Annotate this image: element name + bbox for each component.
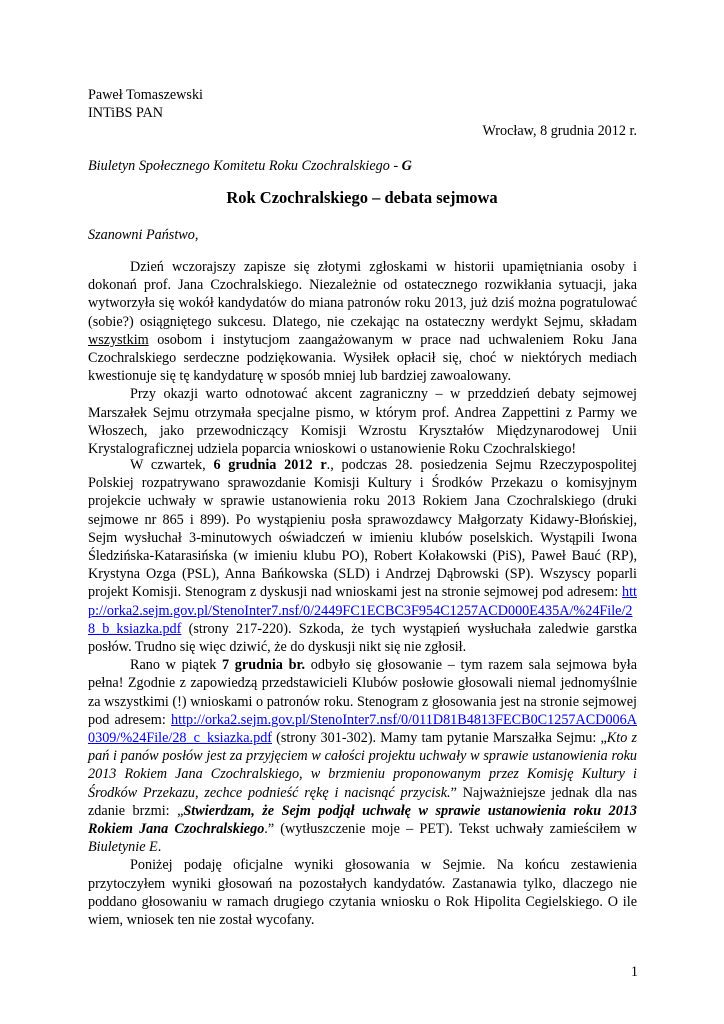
underlined-word: wszystkim <box>88 331 149 348</box>
paragraph-3-text-a: W czwartek, <box>130 457 214 473</box>
marshal-question: Kto z pań i panów posłów jest za przyjęciem w całości projektu uchwały w sprawie ustanowienia roku 2013 Rokiem Jana Czochralskiego, w brzmieniu proponowanym przez Komisję Kultury i Środków Przekazu, zechce podnieść rękę i nacisnąć przycisk. <box>88 730 637 801</box>
document-title: Rok Czochralskiego – debata sejmowa <box>226 188 498 207</box>
paragraph-3-text-b: ., podczas 28. posiedzenia Sejmu Rzeczypospolitej Polskiej rozpatrywano sprawozdanie Komisji Kultury i Środków Przekazu o komisyjnym projekcie uchwały w sprawie ustanowienia roku 2013 Rokiem Jana Czochralskiego (druki sejmowe nr 865 i 899). Po wystąpieniu posła sprawozdawcy Małgorzaty Kidawy-Błońskiej, Sejm wysłuchał 3-minutowych oświadczeń w imieniu klubów poselskich. Wystąpili Iwona Śledzińska-Katarasińska (w imieniu klubu PO), Robert Kołakowski (PiS), Paweł Bauć (RP), Krystyna Ozga (PSL), Anna Bańkowska (SLD) i Andrzej Dąbrowski (SP). Wszyscy poparli projekt Komisji. Stenogram z dyskusji nad wnioskami jest na stronie sejmowej pod adresem: <box>88 457 637 601</box>
resolution-statement: Stwierdzam, że Sejm podjął uchwałę w sprawie ustanowienia roku 2013 Rokiem Jana Czochralskiego <box>88 802 637 838</box>
steno-link-2[interactable]: http://orka2.sejm.gov.pl/StenoInter7.nsf/0/011D81B4813FECB0C1257ACD006A0309/%24File/28_c_ksiazka.pdf <box>88 711 637 747</box>
body-section-2 <box>88 456 637 929</box>
paragraph-3 <box>88 456 637 656</box>
paragraph-4-text-a: Rano w piątek <box>130 657 222 674</box>
paragraph-3-text-c: (strony 217-220). Szkoda, że tych wystąpień wysłuchała zaledwie garstka posłów. Trudno się więc dziwić, że do dyskusji nikt się nie zgłosił. <box>88 620 637 656</box>
bulletin-letter: G <box>401 158 412 174</box>
paragraph-4-text-c: (strony 301-302). Mamy tam pytanie Marszałka Sejmu: „ <box>272 730 607 747</box>
bulletin-line <box>88 157 412 175</box>
paragraph-1 <box>88 258 637 385</box>
paragraph-4-bold-date: 7 grudnia br. <box>222 657 306 674</box>
paragraph-1-text-a: Dzień wczorajszy zapisze się złotymi zgłoskami w historii upamiętniania osoby i dokonań prof. Jana Czochralskiego. Niezależnie od ostatecznego rozwikłania sytuacji, jaka wytworzyła się wokół kandydatów do miana patronów roku 2013, już dziś można pogratulować (sobie?) osiągniętego sukcesu. Dlatego, nie czekając na ostateczny werdykt Sejmu, składam <box>88 259 637 330</box>
paragraph-4 <box>88 656 637 856</box>
author-institute: INTiBS PAN <box>88 105 164 122</box>
paragraph-4-text-e: .” (wytłuszczenie moje – PET). Tekst uchwały zamieściłem w <box>264 821 637 838</box>
body-section-1 <box>88 258 637 458</box>
page-number: 1 <box>630 964 638 980</box>
author-name: Paweł Tomaszewski <box>88 87 203 103</box>
author-block <box>88 86 203 122</box>
paragraph-4-text-f: . <box>157 839 162 856</box>
greeting: Szanowni Państwo, <box>88 227 199 243</box>
steno-link-1[interactable]: http://orka2.sejm.gov.pl/StenoInter7.nsf/0/2449FC1ECBC3F954C1257ACD000E435A/%24File/28_b_ksiazka.pdf <box>88 584 637 637</box>
paragraph-1-text-b: osobom i instytucjom zaangażowanym w prace nad uchwaleniem Roku Jana Czochralskiego serdeczne podziękowania. Wysiłek opłacił się, choć w niektórych mediach kwestionuje się tę kandydaturę w sposób mniej lub bardziej zawoalowany. <box>88 331 637 385</box>
letter-date: Wrocław, 8 grudnia 2012 r. <box>482 123 637 139</box>
paragraph-4-text-d: ” Najważniejsze jednak dla nas zdanie brzmi: „ <box>88 784 638 819</box>
paragraph-2: Przy okazji warto odnotować akcent zagraniczny – w przeddzień debaty sejmowej Marszałek Sejmu otrzymała specjalne pismo, w którym prof. Andrea Zappettini z Parmy we Włoszech, jako przewodniczący Komisji Wzrostu Kryształów Międzynarodowej Unii Krystalograficznej udziela poparcia wnioskowi o ustanowienie Roku Czochralskiego! <box>88 386 637 458</box>
paragraph-4-text-b: odbyło się głosowanie – tym razem sala sejmowa była pełna! Zgodnie z zapowiedzą przedstawicieli Klubów posłowie głosowali niemal jednomyślnie za wszystkimi (!) wnioskami o patronów roku. Stenogram z głosowania jest na stronie sejmowej pod adresem: <box>88 657 638 728</box>
bulletin-e-reference: Biuletynie E <box>88 839 158 856</box>
paragraph-3-bold-date: 6 grudnia 2012 r <box>213 457 327 473</box>
paragraph-5: Poniżej podaję oficjalne wyniki głosowania w Sejmie. Na końcu zestawienia przytoczyłem wyniki głosowań na pozostałych kandydatów. Zastanawia tylko, dlaczego nie poddano głosowaniu w ramach drugiego czytania wniosku o Rok Hipolita Cegielskiego. O ile wiem, wniosek ten nie został wycofany. <box>88 857 637 929</box>
bulletin-text: Biuletyn Społecznego Komitetu Roku Czochralskiego - <box>88 158 402 174</box>
